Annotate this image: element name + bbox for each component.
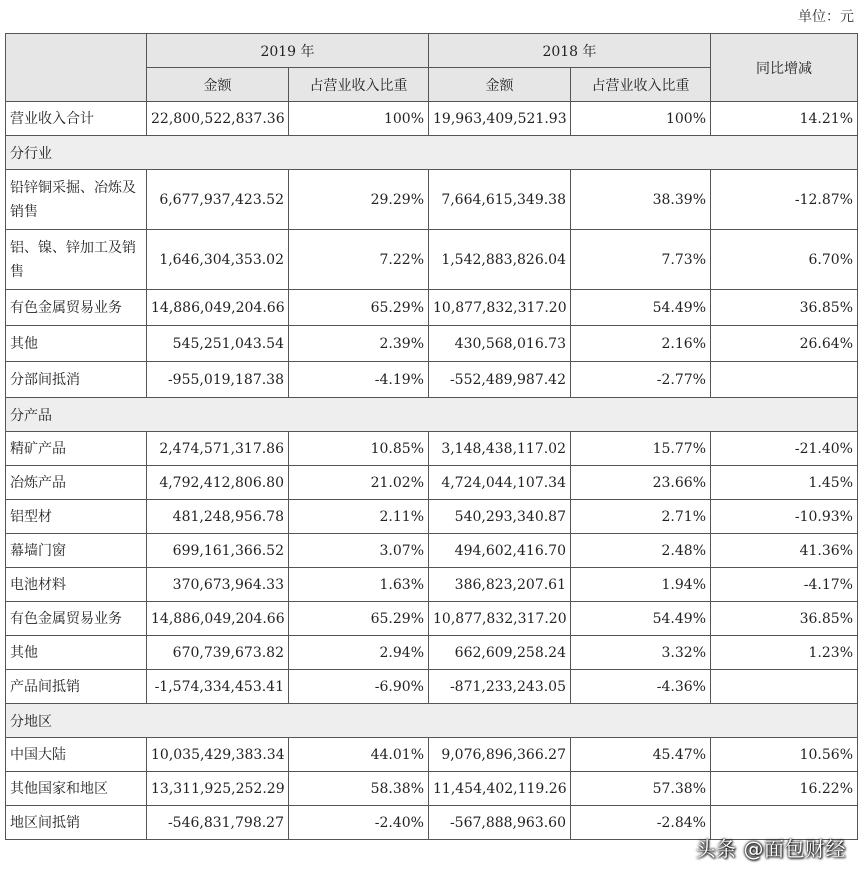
total-amount-2018: 19,963,409,521.93	[429, 102, 571, 136]
cell-ratio-2018: -2.77%	[571, 362, 711, 398]
cell-amount-2019: 545,251,043.54	[147, 326, 289, 362]
cell-yoy: 10.56%	[711, 738, 858, 772]
row-label: 其他国家和地区	[6, 772, 147, 806]
cell-amount-2018: 10,877,832,317.20	[429, 290, 571, 326]
table-row	[6, 170, 858, 230]
cell-amount-2018: 1,542,883,826.04	[429, 230, 571, 290]
cell-amount-2019: 10,035,429,383.34	[147, 738, 289, 772]
cell-ratio-2018: 15.77%	[571, 432, 711, 466]
cell-ratio-2018: 45.47%	[571, 738, 711, 772]
total-label: 营业收入合计	[6, 102, 147, 136]
cell-yoy: -10.93%	[711, 500, 858, 534]
cell-yoy: 26.64%	[711, 326, 858, 362]
cell-ratio-2018: 54.49%	[571, 602, 711, 636]
row-label: 铝型材	[6, 500, 147, 534]
cell-amount-2019: 1,646,304,353.02	[147, 230, 289, 290]
cell-amount-2019: 481,248,956.78	[147, 500, 289, 534]
row-label: 铝、镍、锌加工及销售	[6, 230, 147, 290]
section-header-row	[6, 398, 858, 432]
section-title: 分地区	[6, 704, 858, 738]
cell-yoy: 41.36%	[711, 534, 858, 568]
cell-yoy: 16.22%	[711, 772, 858, 806]
header-ratio-2019: 占营业收入比重	[289, 68, 429, 102]
unit-label: 单位：元	[798, 9, 854, 25]
row-label: 产品间抵销	[6, 670, 147, 704]
cell-yoy: -21.40%	[711, 432, 858, 466]
cell-amount-2019: 670,739,673.82	[147, 636, 289, 670]
section-title: 分行业	[6, 136, 858, 170]
cell-ratio-2018: 57.38%	[571, 772, 711, 806]
revenue-table	[5, 33, 858, 840]
cell-amount-2018: 4,724,044,107.34	[429, 466, 571, 500]
table-row	[6, 772, 858, 806]
cell-ratio-2019: 65.29%	[289, 290, 429, 326]
cell-ratio-2018: -2.84%	[571, 806, 711, 840]
cell-yoy: -12.87%	[711, 170, 858, 230]
cell-yoy: 36.85%	[711, 290, 858, 326]
cell-amount-2019: 14,886,049,204.66	[147, 602, 289, 636]
cell-ratio-2018: 2.48%	[571, 534, 711, 568]
cell-amount-2019: 14,886,049,204.66	[147, 290, 289, 326]
cell-ratio-2019: 2.11%	[289, 500, 429, 534]
cell-ratio-2018: 2.71%	[571, 500, 711, 534]
row-label: 精矿产品	[6, 432, 147, 466]
cell-ratio-2018: 23.66%	[571, 466, 711, 500]
total-row	[6, 102, 858, 136]
cell-yoy	[711, 362, 858, 398]
row-label: 中国大陆	[6, 738, 147, 772]
cell-yoy	[711, 670, 858, 704]
cell-ratio-2019: -6.90%	[289, 670, 429, 704]
table-row	[6, 230, 858, 290]
header-year-2019: 2019 年	[147, 34, 429, 68]
row-label: 冶炼产品	[6, 466, 147, 500]
row-label: 幕墙门窗	[6, 534, 147, 568]
cell-ratio-2018: 1.94%	[571, 568, 711, 602]
table-body	[6, 102, 858, 840]
row-label: 其他	[6, 636, 147, 670]
cell-amount-2018: 7,664,615,349.38	[429, 170, 571, 230]
table-row	[6, 290, 858, 326]
total-yoy: 14.21%	[711, 102, 858, 136]
cell-amount-2019: 370,673,964.33	[147, 568, 289, 602]
table-row	[6, 534, 858, 568]
table-row	[6, 636, 858, 670]
table-row	[6, 326, 858, 362]
row-label: 分部间抵消	[6, 362, 147, 398]
cell-ratio-2019: 1.63%	[289, 568, 429, 602]
cell-amount-2018: -871,233,243.05	[429, 670, 571, 704]
cell-ratio-2019: 2.94%	[289, 636, 429, 670]
cell-amount-2019: -1,574,334,453.41	[147, 670, 289, 704]
row-label: 铅锌铜采掘、冶炼及销售	[6, 170, 147, 230]
row-label: 有色金属贸易业务	[6, 602, 147, 636]
cell-ratio-2018: 2.16%	[571, 326, 711, 362]
cell-ratio-2019: 2.39%	[289, 326, 429, 362]
row-label: 其他	[6, 326, 147, 362]
header-ratio-2018: 占营业收入比重	[571, 68, 711, 102]
table-row	[6, 738, 858, 772]
total-ratio-2019: 100%	[289, 102, 429, 136]
row-label: 电池材料	[6, 568, 147, 602]
cell-amount-2018: 3,148,438,117.02	[429, 432, 571, 466]
cell-amount-2019: 699,161,366.52	[147, 534, 289, 568]
table-row	[6, 466, 858, 500]
table-row	[6, 602, 858, 636]
table-row	[6, 568, 858, 602]
section-title: 分产品	[6, 398, 858, 432]
corner-header-cell	[6, 34, 147, 102]
cell-amount-2018: 430,568,016.73	[429, 326, 571, 362]
table-row	[6, 362, 858, 398]
cell-ratio-2019: 29.29%	[289, 170, 429, 230]
header-yoy: 同比增减	[711, 34, 858, 102]
cell-amount-2018: 386,823,207.61	[429, 568, 571, 602]
table-row	[6, 432, 858, 466]
cell-yoy: 1.23%	[711, 636, 858, 670]
total-amount-2019: 22,800,522,837.36	[147, 102, 289, 136]
cell-yoy: 6.70%	[711, 230, 858, 290]
cell-amount-2018: -567,888,963.60	[429, 806, 571, 840]
cell-amount-2019: 6,677,937,423.52	[147, 170, 289, 230]
total-ratio-2018: 100%	[571, 102, 711, 136]
cell-amount-2019: 4,792,412,806.80	[147, 466, 289, 500]
row-label: 有色金属贸易业务	[6, 290, 147, 326]
cell-ratio-2018: 3.32%	[571, 636, 711, 670]
header-amount-2018: 金额	[429, 68, 571, 102]
cell-amount-2018: 494,602,416.70	[429, 534, 571, 568]
cell-ratio-2019: 7.22%	[289, 230, 429, 290]
cell-yoy: 36.85%	[711, 602, 858, 636]
cell-amount-2018: 11,454,402,119.26	[429, 772, 571, 806]
cell-amount-2019: 2,474,571,317.86	[147, 432, 289, 466]
section-header-row	[6, 704, 858, 738]
cell-amount-2018: 540,293,340.87	[429, 500, 571, 534]
cell-ratio-2019: -4.19%	[289, 362, 429, 398]
cell-amount-2019: -955,019,187.38	[147, 362, 289, 398]
watermark: 头条 @面包财经	[695, 837, 846, 861]
cell-amount-2018: -552,489,987.42	[429, 362, 571, 398]
cell-ratio-2018: -4.36%	[571, 670, 711, 704]
cell-ratio-2019: 44.01%	[289, 738, 429, 772]
cell-ratio-2018: 38.39%	[571, 170, 711, 230]
cell-ratio-2019: 3.07%	[289, 534, 429, 568]
cell-yoy: -4.17%	[711, 568, 858, 602]
cell-amount-2018: 9,076,896,366.27	[429, 738, 571, 772]
table-row	[6, 500, 858, 534]
cell-ratio-2018: 54.49%	[571, 290, 711, 326]
cell-ratio-2019: 10.85%	[289, 432, 429, 466]
cell-ratio-2019: 58.38%	[289, 772, 429, 806]
cell-ratio-2018: 7.73%	[571, 230, 711, 290]
cell-amount-2018: 10,877,832,317.20	[429, 602, 571, 636]
cell-ratio-2019: 65.29%	[289, 602, 429, 636]
cell-amount-2018: 662,609,258.24	[429, 636, 571, 670]
cell-amount-2019: 13,311,925,252.29	[147, 772, 289, 806]
cell-ratio-2019: 21.02%	[289, 466, 429, 500]
cell-amount-2019: -546,831,798.27	[147, 806, 289, 840]
section-header-row	[6, 136, 858, 170]
row-label: 地区间抵销	[6, 806, 147, 840]
cell-ratio-2019: -2.40%	[289, 806, 429, 840]
header-year-2018: 2018 年	[429, 34, 711, 68]
cell-yoy: 1.45%	[711, 466, 858, 500]
header-amount-2019: 金额	[147, 68, 289, 102]
table-row	[6, 670, 858, 704]
